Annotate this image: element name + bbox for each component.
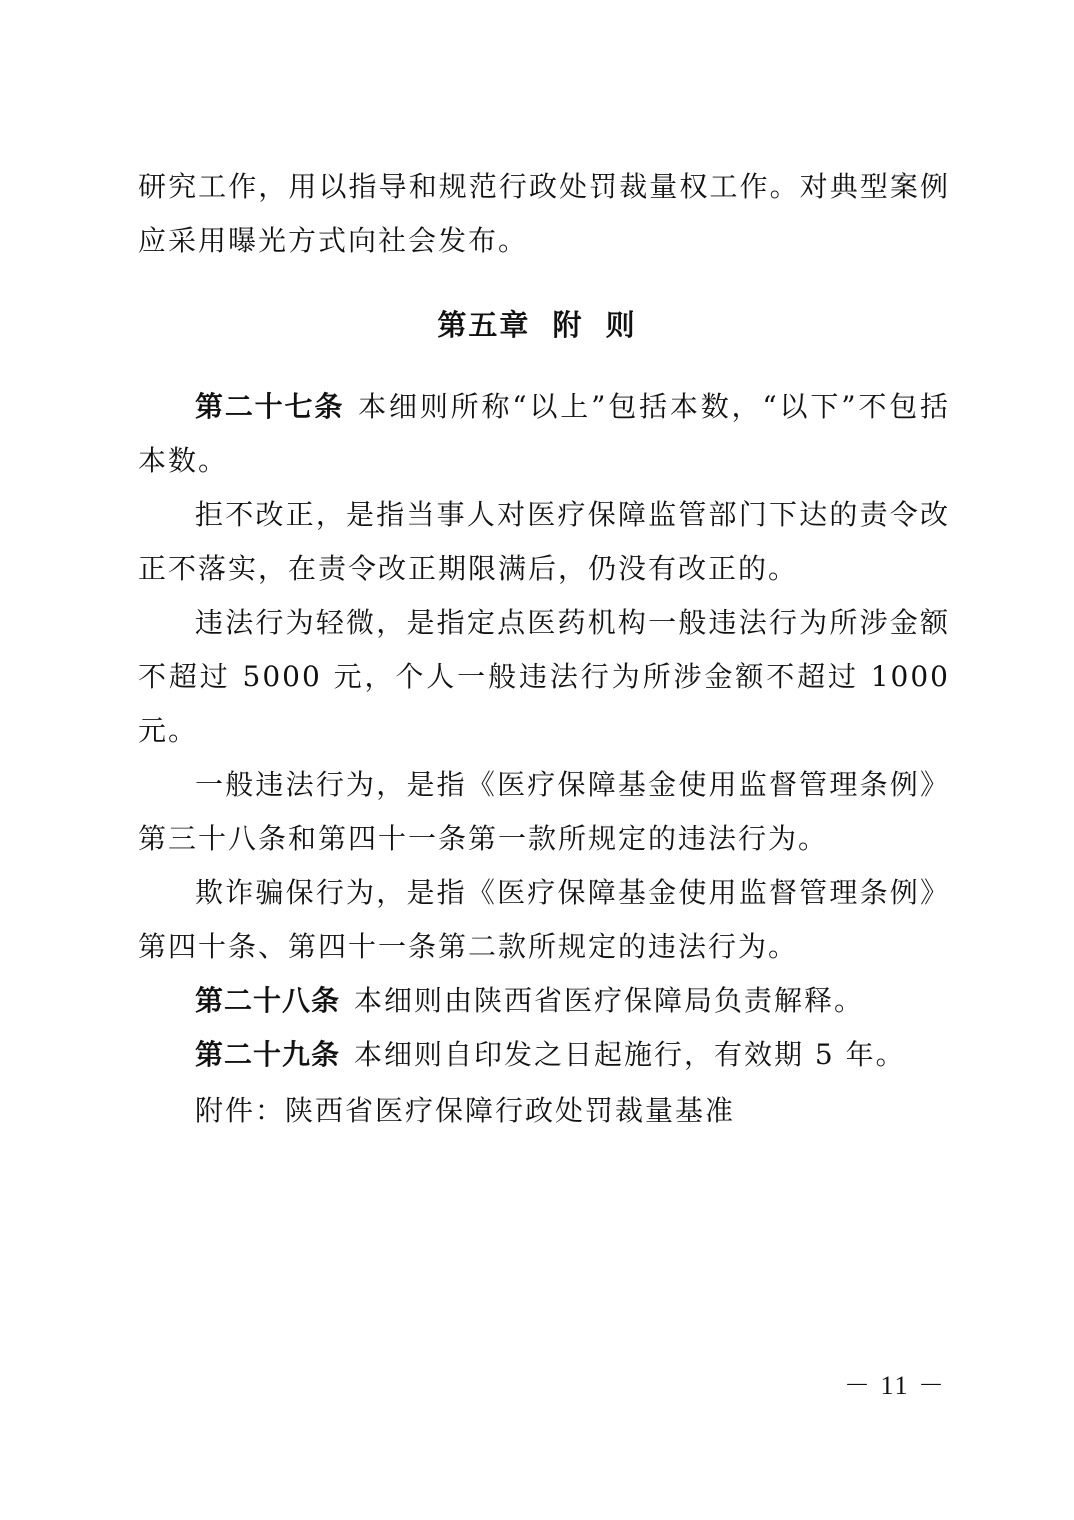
definition-paragraph: 拒不改正，是指当事人对医疗保障监管部门下达的责令改正不落实，在责令改正期限满后，仍没有改正的。: [138, 498, 950, 585]
definition-paragraph: 一般违法行为，是指《医疗保障基金使用监督管理条例》第三十八条和第四十一条第一款所规定的违法行为。: [138, 768, 950, 855]
article-28-heading: 第二十八条: [195, 984, 341, 1017]
article-29-text: 本细则自印发之日起施行，有效期 5 年。: [354, 1038, 906, 1071]
articles-block: [138, 380, 950, 1082]
page-number: － 11 －: [843, 1371, 946, 1400]
chapter-title: 第五章 附 则: [437, 308, 637, 342]
article-28-text: 本细则由陕西省医疗保障局负责解释。: [354, 984, 865, 1017]
article-27: [138, 380, 950, 488]
article-28: [138, 974, 950, 1028]
article-27-heading: 第二十七条: [195, 390, 345, 423]
definition-paragraph: 欺诈骗保行为，是指《医疗保障基金使用监督管理条例》第四十条、第四十一条第二款所规定的违法行为。: [138, 876, 950, 963]
article-29-heading: 第二十九条: [195, 1038, 341, 1071]
definition-paragraph: 违法行为轻微，是指定点医药机构一般违法行为所涉金额不超过 5000 元，个人一般违法行为所涉金额不超过 1000 元。: [138, 606, 950, 747]
intro-paragraph: 研究工作，用以指导和规范行政处罚裁量权工作。对典型案例应采用曝光方式向社会发布。: [138, 170, 950, 257]
intro-block: [138, 160, 950, 268]
article-27-text: 本细则所称“以上”包括本数，“以下”不包括本数。: [138, 390, 950, 477]
article-29: [138, 1028, 950, 1082]
attachment-line: 附件：陕西省医疗保障行政处罚裁量基准: [195, 1094, 736, 1127]
